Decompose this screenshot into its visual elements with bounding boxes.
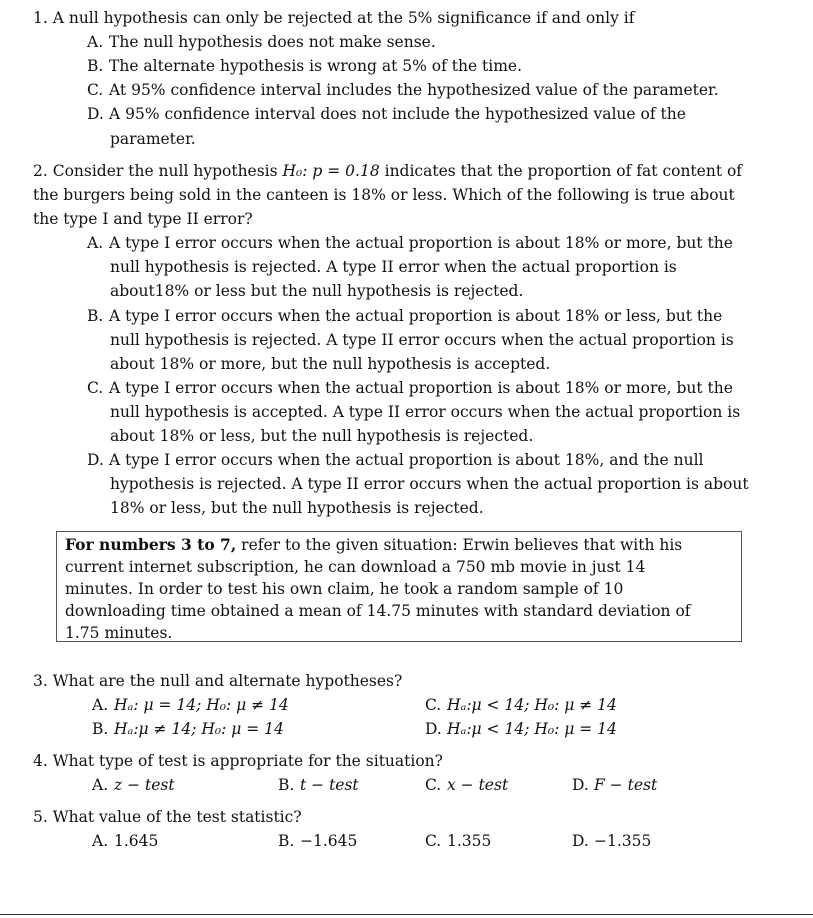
situation-line2: current internet subscription, he can download a 750 mb movie in just 14: [65, 558, 646, 576]
q4-option-c: C. x − test: [425, 776, 509, 794]
q2-option-b-line2: null hypothesis is rejected. A type II error occurs when the actual proportion is: [110, 331, 734, 349]
q2-null-hypothesis: H₀: p = 0.18: [282, 162, 380, 180]
q4-stem: 4. What type of test is appropriate for the situation?: [33, 752, 443, 770]
q2-option-a: A. A type I error occurs when the actual proportion is about 18% or more, but the: [87, 234, 733, 252]
q2-option-d-line3: 18% or less, but the null hypothesis is rejected.: [110, 499, 484, 517]
q2-option-a-line2: null hypothesis is rejected. A type II error when the actual proportion is: [110, 258, 677, 276]
q3-option-c: C. Hₐ:μ < 14; H₀: μ ≠ 14: [425, 696, 617, 714]
q1-stem: 1. A null hypothesis can only be rejected at the 5% significance if and only if: [33, 9, 635, 27]
q4-option-b: B. t − test: [278, 776, 359, 794]
q2-stem: 2. Consider the null hypothesis H₀: p = 0.18 indicates that the proportion of fat content of: [33, 162, 743, 180]
q4-option-a: A. z − test: [92, 776, 175, 794]
q4-option-d: D. F − test: [572, 776, 658, 794]
situation-line5: 1.75 minutes.: [65, 624, 173, 642]
q5-option-a: A. 1.645: [92, 832, 159, 850]
situation-line3: minutes. In order to test his own claim, he took a random sample of 10: [65, 580, 624, 598]
q3-option-d: D. Hₐ:μ < 14; H₀: μ = 14: [425, 720, 617, 738]
q5-stem: 5. What value of the test statistic?: [33, 808, 302, 826]
situation-line1: For numbers 3 to 7, refer to the given situation: Erwin believes that with his: [65, 535, 683, 554]
q2-option-c: C. A type I error occurs when the actual proportion is about 18% or more, but the: [87, 379, 733, 397]
q3-option-a: A. Hₐ: μ = 14; H₀: μ ≠ 14: [92, 696, 289, 714]
q3-stem: 3. What are the null and alternate hypotheses?: [33, 672, 403, 690]
situation-line4: downloading time obtained a mean of 14.75 minutes with standard deviation of: [65, 602, 691, 620]
q2-stem-line2: the burgers being sold in the canteen is 18% or less. Which of the following is true about: [33, 186, 735, 204]
q2-option-a-line3: about18% or less but the null hypothesis is rejected.: [110, 282, 524, 300]
q2-stem-line3: the type I and type II error?: [33, 210, 253, 228]
q5-option-d: D. −1.355: [572, 832, 652, 850]
q1-option-d-continued: parameter.: [110, 130, 196, 148]
q2-option-d-line2: hypothesis is rejected. A type II error occurs when the actual proportion is about: [110, 475, 749, 493]
q1-option-d: D. A 95% confidence interval does not include the hypothesized value of the: [87, 105, 686, 123]
q2-option-c-line2: null hypothesis is accepted. A type II error occurs when the actual proportion is: [110, 403, 741, 421]
q1-option-a: A. The null hypothesis does not make sense.: [87, 33, 436, 51]
q2-option-b: B. A type I error occurs when the actual proportion is about 18% or less, but the: [87, 307, 723, 325]
q2-option-c-line3: about 18% or less, but the null hypothesis is rejected.: [110, 427, 534, 445]
q1-option-b: B. The alternate hypothesis is wrong at 5% of the time.: [87, 57, 523, 75]
q1-option-c: C. At 95% confidence interval includes the hypothesized value of the parameter.: [87, 81, 719, 99]
q5-option-c: C. 1.355: [425, 832, 492, 850]
q5-option-b: B. −1.645: [278, 832, 358, 850]
q3-option-b: B. Hₐ:μ ≠ 14; H₀: μ = 14: [92, 720, 284, 738]
q2-option-b-line3: about 18% or more, but the null hypothesis is accepted.: [110, 355, 551, 373]
q2-option-d: D. A type I error occurs when the actual proportion is about 18%, and the null: [87, 451, 704, 469]
bottom-divider: [0, 914, 813, 915]
